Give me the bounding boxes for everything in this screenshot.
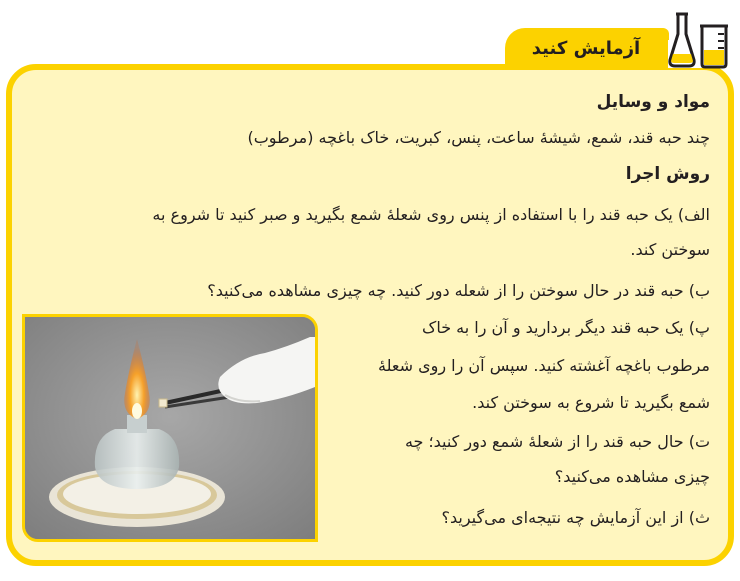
section-title: آزمایش کنید: [531, 38, 641, 59]
procedure-line: ب) حبه قند در حال سوختن را از شعله دور کنید. چه چیزی مشاهده می‌کنید؟: [207, 281, 710, 300]
experiment-photo: [22, 314, 318, 542]
procedure-line: سوختن کند.: [630, 240, 710, 259]
procedure-line: چیزی مشاهده می‌کنید؟: [554, 467, 710, 486]
procedure-line: ت) حال حبه قند را از شعلهٔ شمع دور کنید؛ چه: [404, 432, 710, 451]
materials-heading: مواد و وسایل: [596, 92, 710, 112]
lab-glassware-icon: [666, 10, 736, 70]
procedure-line: مرطوب باغچه آغشته کنید. سپس آن را روی شعلهٔ: [378, 356, 710, 375]
materials-text: چند حبه قند، شمع، شیشهٔ ساعت، پنس، کبریت، خاک باغچه (مرطوب): [247, 128, 710, 147]
procedure-line: الف) یک حبه قند را با استفاده از پنس روی شعلهٔ شمع بگیرید و صبر کنید تا شروع به: [152, 205, 710, 224]
procedure-heading: روش اجرا: [625, 164, 710, 184]
procedure-line: شمع بگیرید تا شروع به سوختن کند.: [472, 393, 710, 412]
procedure-line: ث) از این آزمایش چه نتیجه‌ای می‌گیرید؟: [441, 508, 710, 527]
procedure-line: پ) یک حبه قند دیگر بردارید و آن را به خاک: [422, 318, 710, 337]
